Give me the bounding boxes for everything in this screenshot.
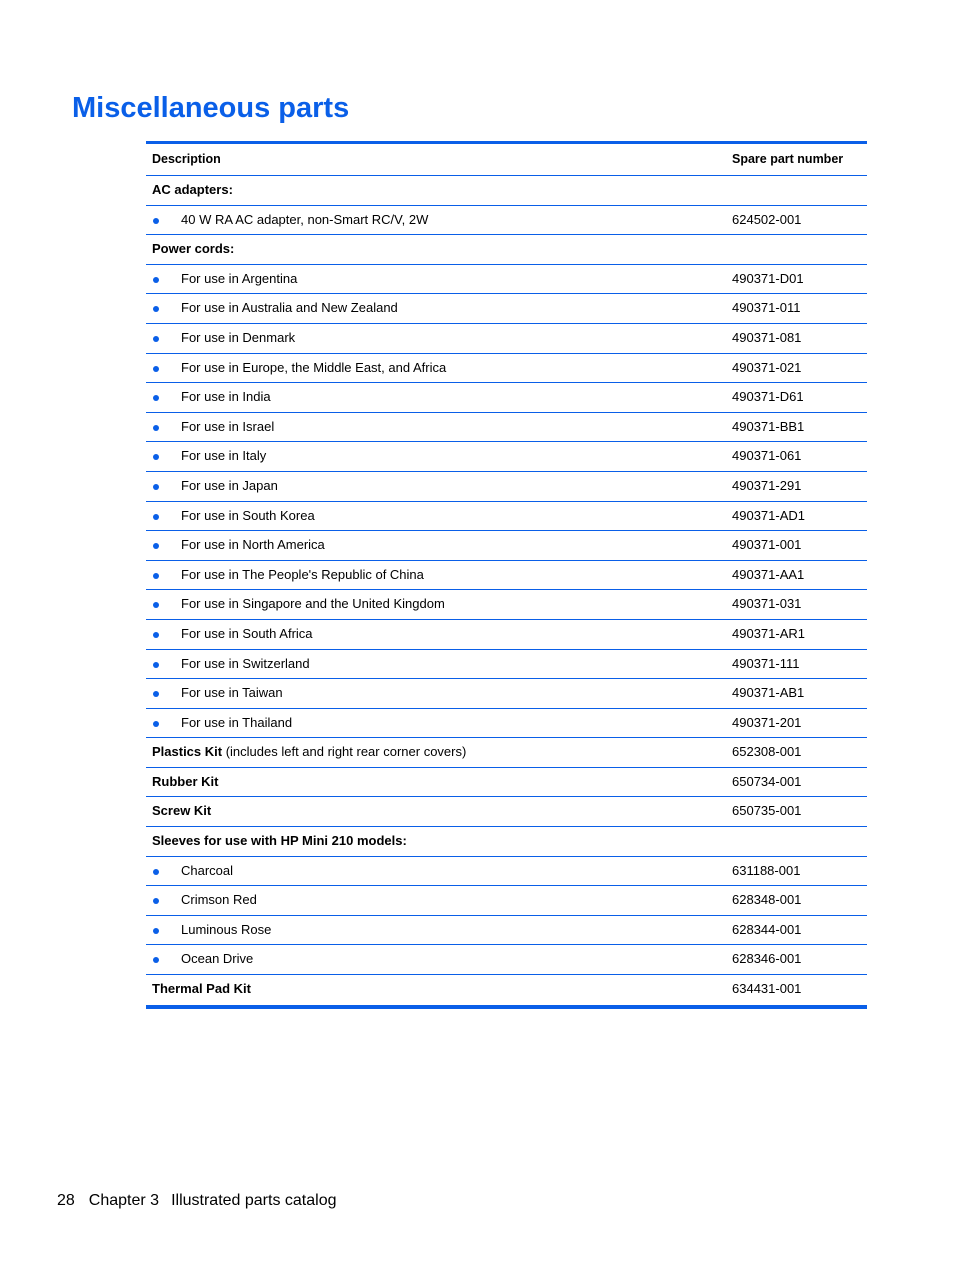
bullet-icon (153, 514, 159, 520)
column-header-description: Description (152, 152, 221, 166)
parts-table (146, 141, 867, 1009)
bullet-icon (153, 454, 159, 460)
row-description: For use in The People's Republic of China (181, 566, 424, 582)
bullet-icon (153, 691, 159, 697)
row-part-number: 490371-AR1 (732, 625, 805, 641)
table-row (146, 294, 867, 324)
row-part-number: 490371-021 (732, 359, 802, 375)
bullet-icon (153, 928, 159, 934)
row-part-number: 490371-081 (732, 329, 802, 345)
kit-name: Screw Kit (152, 803, 212, 819)
table-row (146, 354, 867, 384)
page-number: 28 (57, 1192, 75, 1209)
row-description: Luminous Rose (181, 921, 272, 937)
table-row (146, 650, 867, 680)
bullet-icon (153, 869, 159, 875)
row-description: For use in Argentina (181, 270, 298, 286)
table-row (146, 176, 867, 206)
page-footer (57, 1190, 336, 1212)
bullet-icon (153, 395, 159, 401)
bullet-icon (153, 957, 159, 963)
table-row (146, 383, 867, 413)
kit-note: (includes left and right rear corner covers) (222, 744, 467, 760)
row-description: For use in Taiwan (181, 685, 283, 701)
row-part-number: 650735-001 (732, 803, 802, 819)
row-description: For use in Israel (181, 418, 275, 434)
table-row (146, 442, 867, 472)
bullet-icon (153, 366, 159, 372)
row-description: For use in South Korea (181, 507, 315, 523)
table-row (146, 797, 867, 827)
row-description: For use in Australia and New Zealand (181, 300, 398, 316)
row-description: For use in South Africa (181, 625, 313, 641)
row-description (152, 738, 466, 767)
bullet-icon (153, 602, 159, 608)
row-part-number: 490371-201 (732, 714, 802, 730)
row-description: For use in Singapore and the United Kingdom (181, 596, 445, 612)
table-row (146, 324, 867, 354)
table-row (146, 235, 867, 265)
table-row (146, 206, 867, 236)
table-row (146, 413, 867, 443)
row-part-number: 628348-001 (732, 892, 802, 908)
table-row (146, 561, 867, 591)
column-header-part-number: Spare part number (732, 152, 844, 166)
row-description: For use in Switzerland (181, 655, 310, 671)
row-part-number: 490371-061 (732, 448, 802, 464)
table-row (146, 827, 867, 857)
bullet-icon (153, 632, 159, 638)
row-part-number: 490371-291 (732, 477, 802, 493)
row-part-number: 490371-001 (732, 537, 802, 553)
row-description: For use in Denmark (181, 329, 296, 345)
row-part-number: 634431-001 (732, 981, 802, 997)
table-row (146, 768, 867, 798)
row-description (152, 768, 218, 797)
row-description: Sleeves for use with HP Mini 210 models: (152, 833, 407, 849)
chapter-label: Chapter 3 (88, 1192, 160, 1209)
row-part-number: 490371-AA1 (732, 566, 805, 582)
bullet-icon (153, 306, 159, 312)
row-description: For use in India (181, 389, 271, 405)
chapter-title: Illustrated parts catalog (171, 1192, 337, 1209)
row-part-number: 624502-001 (732, 211, 802, 227)
row-part-number: 490371-D01 (732, 270, 804, 286)
bullet-icon (153, 425, 159, 431)
row-description: For use in Thailand (181, 714, 293, 730)
bullet-icon (153, 336, 159, 342)
bullet-icon (153, 218, 159, 224)
table-row (146, 975, 867, 1005)
row-description: For use in North America (181, 537, 325, 553)
row-description: For use in Japan (181, 477, 278, 493)
row-part-number: 652308-001 (732, 744, 802, 760)
page-title: Miscellaneous parts (72, 92, 350, 124)
row-description: For use in Italy (181, 448, 267, 464)
row-description: Power cords: (152, 241, 235, 257)
row-description: 40 W RA AC adapter, non-Smart RC/V, 2W (181, 211, 429, 227)
row-part-number: 490371-BB1 (732, 418, 805, 434)
table-row (146, 886, 867, 916)
bullet-icon (153, 277, 159, 283)
row-part-number: 631188-001 (732, 862, 801, 878)
kit-name: Thermal Pad Kit (152, 981, 251, 997)
table-row (146, 916, 867, 946)
table-row (146, 472, 867, 502)
row-description: For use in Europe, the Middle East, and Africa (181, 359, 447, 375)
row-part-number: 628346-001 (732, 951, 802, 967)
row-part-number: 650734-001 (732, 773, 802, 789)
table-row (146, 265, 867, 295)
row-description: Ocean Drive (181, 951, 254, 967)
table-row (146, 945, 867, 975)
row-description: AC adapters: (152, 182, 233, 197)
row-part-number: 490371-011 (732, 300, 801, 316)
row-part-number: 628344-001 (732, 921, 802, 937)
row-part-number: 490371-111 (732, 655, 800, 671)
bullet-icon (153, 898, 159, 904)
table-row (146, 502, 867, 532)
bullet-icon (153, 543, 159, 549)
row-part-number: 490371-031 (732, 596, 802, 612)
table-header-row (146, 144, 867, 176)
table-row (146, 590, 867, 620)
table-row (146, 857, 867, 887)
kit-name: Rubber Kit (152, 773, 219, 789)
table-row (146, 531, 867, 561)
bullet-icon (153, 721, 159, 727)
row-part-number: 490371-D61 (732, 389, 804, 405)
table-row (146, 679, 867, 709)
kit-name: Plastics Kit (152, 744, 223, 760)
table-row (146, 709, 867, 739)
row-description: Charcoal (181, 862, 234, 878)
table-row (146, 738, 867, 768)
table-row (146, 620, 867, 650)
bullet-icon (153, 484, 159, 490)
table-body (146, 176, 867, 1005)
bullet-icon (153, 662, 159, 668)
row-description (152, 797, 211, 826)
row-part-number: 490371-AD1 (732, 507, 805, 523)
row-description: Crimson Red (181, 892, 257, 908)
row-part-number: 490371-AB1 (732, 685, 805, 701)
bullet-icon (153, 573, 159, 579)
row-description (152, 975, 251, 1004)
